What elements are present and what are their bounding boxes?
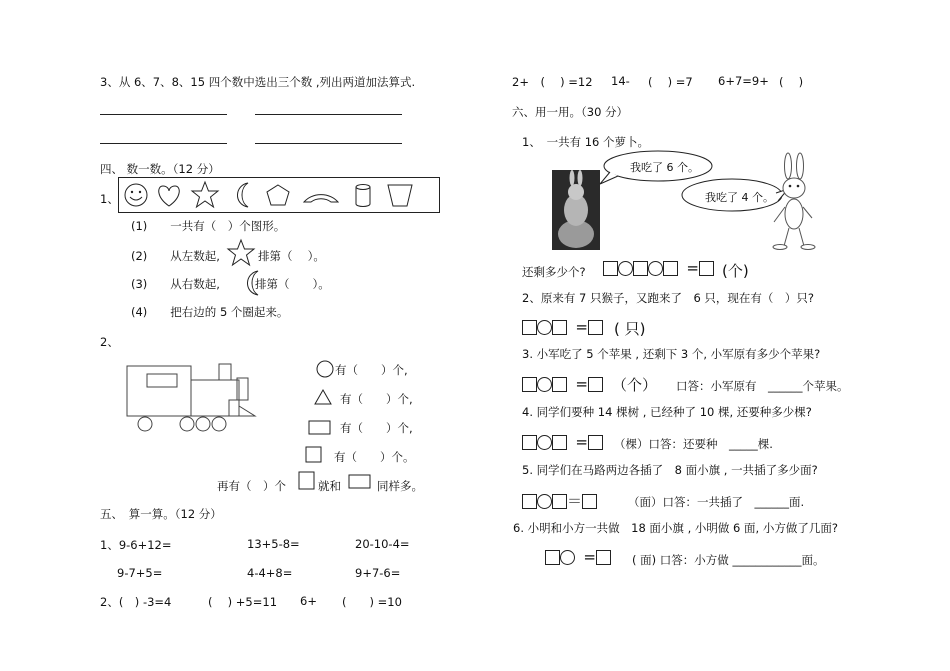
fill-1: 2、( ) -3=4 [100,595,172,609]
trapezoid-icon [388,185,412,206]
q4-1-item-1: (1) 一共有（ ）个图形。 [131,219,286,233]
moon-icon [237,183,248,207]
question-3: 3、从 6、7、8、15 四个数中选出三个数 ,列出两道加法算式. [100,75,416,89]
r-q1: 1、 一共有 16 个萝卜。 [522,135,650,149]
rabbit-cartoon-illustration [770,152,820,250]
answer-box[interactable] [596,550,611,565]
operator-circle[interactable] [648,261,663,276]
answer-box[interactable] [522,377,537,392]
top-fill-3: ( ) =7 [648,75,693,89]
operator-circle[interactable] [537,377,552,392]
r-q3: 3. 小军吃了 5 个苹果 , 还剩下 3 个, 小军原有多少个苹果? [522,347,821,361]
equation-boxes-5: ＝ [522,490,597,511]
calc-5: 4-4+8= [247,566,293,580]
square-icon [298,471,316,491]
answer-line [100,143,227,144]
top-fill-4: 6+7=9+ [718,74,769,88]
section-4-title: 四、 数一数。（12 分） [100,162,220,176]
operator-circle[interactable] [537,494,552,509]
equation-boxes-3: = [522,375,603,393]
answer-box[interactable] [545,550,560,565]
q4-1-item-3-tail: 排第（ ）。 [255,277,330,291]
fill-2: ( ) +5=11 [208,595,278,609]
section-6-title: 六、用一用。（30 分） [512,105,629,119]
remain-question: 还剩多少个? [522,265,586,279]
equation-boxes-6: = [545,548,611,566]
rabbit-eating-illustration [552,170,600,250]
calc-4: 9-7+5= [117,566,163,580]
calc-6: 9+7-6= [355,566,401,580]
bubble-2-text: 我吃了 4 个。 [705,191,774,204]
answer-box[interactable] [633,261,648,276]
also-text-1: 再有（ ）个 [217,479,286,493]
fill-3: 6+ [300,594,317,608]
equation-boxes-1: = [603,259,714,277]
q4-2-number: 2、 [100,335,119,349]
fill-4: ( ) =10 [342,595,402,609]
circle-icon [316,360,334,378]
answer-line [255,143,402,144]
answer-box[interactable] [699,261,714,276]
answer-box[interactable] [522,435,537,450]
answer-line [255,114,402,115]
count-triangle: 有（ ）个, [340,392,413,406]
calc-2: 13+5-8= [247,537,300,551]
r-q2: 2、原来有 7 只猴子，又跑来了 6 只，现在有（ ）只? [522,291,815,305]
operator-circle[interactable] [537,320,552,335]
calc-3: 20-10-4= [355,537,410,551]
smiley-icon [125,184,147,206]
answer-box[interactable] [552,377,567,392]
shapes-box [118,177,440,213]
answer-5: （面）口答：一共插了 ______面. [628,495,805,509]
rectangle-icon [308,420,332,436]
answer-box[interactable] [588,320,603,335]
answer-box[interactable] [588,377,603,392]
answer-3: 口答：小军原有 ______个苹果。 [676,379,849,393]
cylinder-icon [356,185,370,207]
q4-1-item-2: (2) 从左数起, [131,249,220,263]
r-q4: 4. 同学们要种 14 棵树 , 已经种了 10 棵, 还要种多少棵? [522,405,812,419]
also-text-2: 就和 [318,479,341,493]
answer-box[interactable] [582,494,597,509]
answer-4: （棵）口答：还要种 _____棵. [614,437,773,451]
operator-circle[interactable] [560,550,575,565]
also-text-3: 同样多。 [377,479,423,493]
square-icon [305,446,323,464]
operator-circle[interactable] [537,435,552,450]
star-icon [192,182,218,207]
answer-box[interactable] [522,320,537,335]
q4-1-item-4: (4) 把右边的 5 个圈起来。 [131,305,289,319]
bubble-1-text: 我吃了 6 个。 [630,161,699,174]
r-q5: 5. 同学们在马路两边各插了 8 面小旗 , 一共插了多少面? [522,463,818,477]
equation-boxes-4: = [522,433,603,451]
equation-boxes-2: = [522,318,603,336]
answer-box[interactable] [522,494,537,509]
heart-icon [159,186,180,206]
answer-box[interactable] [663,261,678,276]
rectangle-icon [348,474,372,490]
unit-2: ( 只) [614,320,646,338]
unit-1: (个) [722,262,749,280]
section-5-title: 五、 算一算。（12 分） [100,507,222,521]
answer-box[interactable] [603,261,618,276]
q4-1-item-2-tail: 排第（ ）。 [258,249,325,263]
arch-icon [304,195,338,202]
calc-1: 1、9-6+12= [100,538,172,552]
triangle-icon [313,388,333,406]
train-illustration [125,362,260,432]
count-square: 有（ ）个。 [334,450,415,464]
count-rectangle: 有（ ）个, [340,421,413,435]
operator-circle[interactable] [618,261,633,276]
unit-3: （个） [612,376,658,394]
r-q6: 6. 小明和小方一共做 18 面小旗 , 小明做 6 面, 小方做了几面? [513,521,838,535]
answer-box[interactable] [552,494,567,509]
q4-1-item-3: (3) 从右数起, [131,277,220,291]
pentagon-icon [267,185,289,205]
top-fill-2: 14- [611,74,630,88]
top-fill-1: 2+ ( ) =12 [512,75,593,89]
answer-box[interactable] [552,435,567,450]
q4-1-number: 1、 [100,192,119,206]
top-fill-5: ( ) [779,75,804,89]
answer-6: ( 面) 口答：小方做 ____________面。 [632,553,825,567]
answer-box[interactable] [552,320,567,335]
star-icon [226,238,256,268]
answer-box[interactable] [588,435,603,450]
count-circle: 有（ ）个, [335,363,408,377]
answer-line [100,114,227,115]
